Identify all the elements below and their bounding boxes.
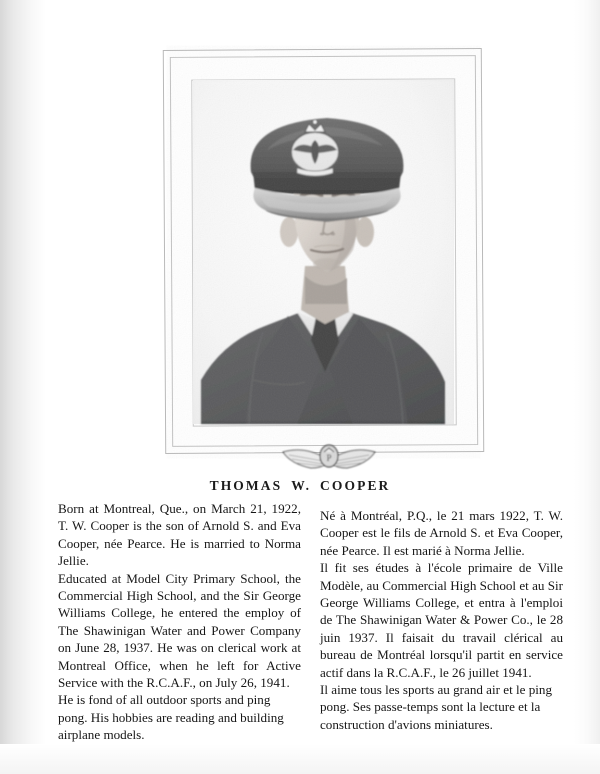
english-paragraph-2: Educated at Model City Primary School, the Commercial High School, and the Sir George Williams College, he entered the employ of The Shawinigan Water and Power Company on June 28, 1937. He was on clerical work at Montreal Office, when he left for Active Service with the R.C.A.F., on July 26, 1941.: [58, 570, 301, 691]
english-paragraph-1: Born at Montreal, Que., on March 21, 1922, T. W. Cooper is the son of Arnold S. and Eva Cooper, née Pearce. He is married to Norma Jellie.: [58, 501, 301, 569]
portrait-illustration: [193, 80, 454, 463]
title-first-name: THOMAS: [209, 478, 283, 493]
french-paragraph-1: Né à Montréal, P.Q., le 21 mars 1922, T. W. Cooper est le fils de Arnold S. et Eva Cooper, née Pearce. Il est marié à Norma Jellie.: [320, 508, 563, 558]
page-title: [0, 478, 600, 494]
svg-text:P: P: [326, 453, 332, 463]
english-paragraph-3: He is fond of all outdoor sports and ping pong. His hobbies are reading and building airplane models.: [58, 692, 284, 743]
portrait-plate: [164, 49, 483, 463]
title-surname: COOPER: [320, 478, 391, 493]
biography-column-english: [58, 500, 301, 744]
biography-columns: [0, 500, 600, 762]
title-middle-initial: W.: [291, 478, 312, 493]
portrait-photograph: [193, 80, 454, 463]
french-paragraph-3: Il aime tous les sports au grand air et le ping pong. Ses passe-temps sont la lecture et la construction d'avions miniatures.: [320, 682, 552, 732]
french-paragraph-2: Il fit ses études à l'école primaire de Ville Modèle, au Commercial High School et au Sir George Williams College, et entra à l'emploi de The Shawinigan Water & Power Co., le 28 juin 1937. Il faisait du travail clérical au bureau de Montréal lorsqu'il partit en service actif dans la R.C.A.F., le 26 juillet 1941.: [320, 560, 563, 680]
biography-column-french: [320, 507, 563, 733]
